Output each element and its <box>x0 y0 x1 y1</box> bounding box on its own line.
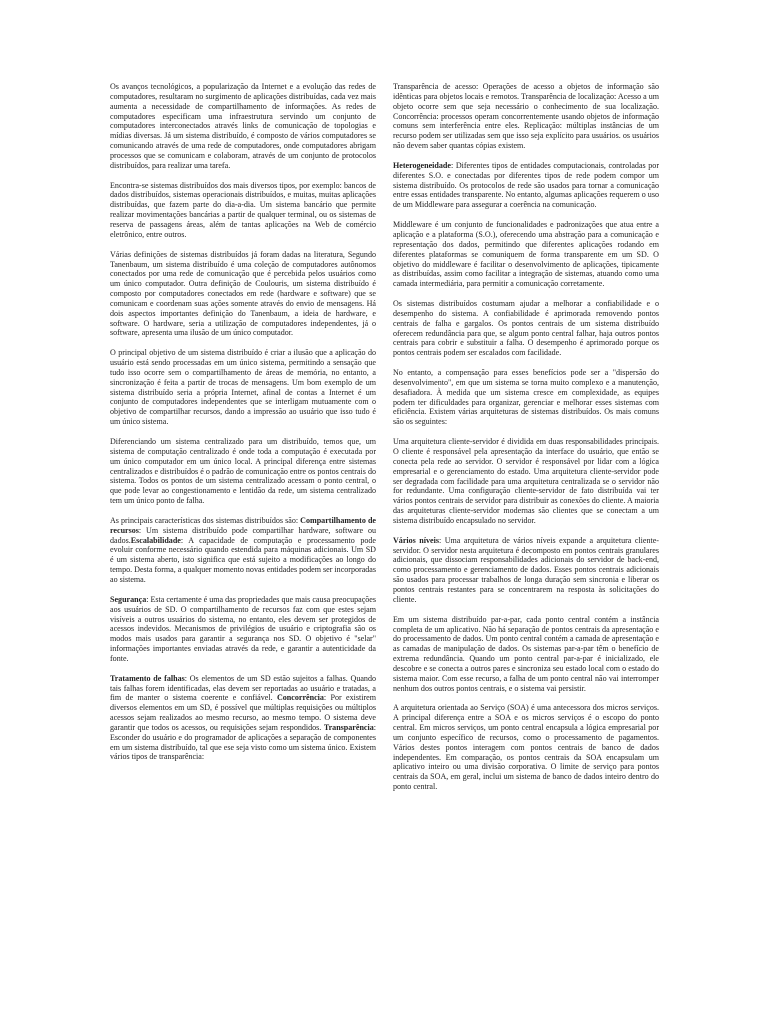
security-text: : Esta certamente é uma das propriedades que mais causa preocupações aos usuários de SD. O compartilhamento de recursos faz com que estes sejam visíveis a outros usuários do sistema, no entanto, eles devem ser protegidos de acessos indevidos. Mecanismos de privilégios de usuário e criptografia são os modos mais usados para garantir a segurança nos SD. O objetivo é "selar" informações importantes enviadas através da rede, e garantir a autenticidade da fonte. <box>110 594 376 663</box>
transparency-text: : Esconder do usuário e do programador de aplicações a separação de componentes em um sistema distribuído, tal que ese seja visto como um sistema único. Existem vários tipos de transparência: <box>110 722 376 762</box>
fault-handling-text: : Os elementos de um SD estão sujeitos a falhas. Quando tais falhas forem identificadas, elas devem ser reportadas ao usuário e tratadas, a fim de manter o sistema coerente e confiável. <box>110 673 376 703</box>
term-concurrency: Concorrência <box>276 693 324 703</box>
paragraph-heterogeneity <box>393 161 659 210</box>
paragraph-intro: Os avanços tecnológicos, a popularização da Internet e a evolução das redes de computadores, resultaram no surgimento de aplicações distribuídas, cada vez mais aumenta a necessidade de compartilhamento de informações. As redes de computadores especificam uma infraestrutura servindo um conjunto de computadores interconectados através links de comunicação de topologias e mídias diversas. Já um sistema distribuído, é composto de vários computadores se comunicando através de uma rede de computadores, onde computadores abrigam processos que se comunicam e colaboram, através de um conjunto de protocolos distribuídos, para realizar uma tarefa. <box>110 82 376 170</box>
paragraph-peer-to-peer: Em um sistema distribuído par-a-par, cada ponto central contém a instância completa de um aplicativo. Não há separação de pontos centrais da apresentação e do processamento de dados. Um ponto central contém a camada de apresentação e as camadas de manipulação de dados. Os sistemas par-a-par têm o benefício de extrema redundância. Quando um ponto central par-a-par é inicializado, ele descobre e se conecta a outros pares e sincroniza seu estado local com o estado do sistema maior. Com esse recurso, a falha de um ponto central não vai interromper nenhum dos outros pontos centrais, e o sistema vai persistir. <box>393 614 659 693</box>
paragraph-definitions: Várias definições de sistemas distribuídos já foram dadas na literatura, Segundo Tanenbaum, um sistema distribuído é uma coleção de computadores autônomos conectados por uma rede de comunicação que é percebida pelos usuários como um único computador. Outra definição de Coulouris, um sistema distribuído é composto por computadores conectados em rede (hardware e software) que se comunicam e coordenam suas ações somente através do envio de mensagens. Há dois aspectos importantes definição do Tanenbaum, a ideia de hardware, e software. O hardware, seria a utilização de computadores independentes, já o software, apresenta uma ilusão de um único computador. <box>110 249 376 338</box>
paragraph-reliability: Os sistemas distribuídos costumam ajudar a melhorar a confiabilidade e o desempenho do sistema. A confiabilidade é aprimorada removendo pontos centrais de falha e gargalos. Os pontos centrais de um sistema distribuído oferecem redundância para que, se algum ponto central falhar, haja outros pontos centrais para cobrir e substituir a falha. O desempenho é aprimorado porque os pontos centrais podem ser escalados com facilidade. <box>393 299 659 358</box>
left-column <box>110 82 376 772</box>
term-scalability: Escalabilidade <box>130 535 181 545</box>
heterogeneity-text: : Diferentes tipos de entidades computacionais, controladas por diferentes S.O. e conectadas por diferentes tipos de rede podem compor um sistema distribuído. Os protocolos de rede são usados para tornar a comunicação entre essas entidades transparente. No entanto, algumas aplicações requerem o uso de um Middleware para assegurar a coerência na comunicação. <box>393 160 659 210</box>
multi-tier-text: : Uma arquitetura de vários níveis expande a arquitetura cliente-servidor. O servidor nesta arquitetura é decomposto em pontos centrais granulares adicionais, que dissociam responsabilidades adicionais do servidor de back-end, como processamento e gerenciamento de dados. Esses pontos centrais adicionais são usados para processar trabalhos de longa duração sem sincronia e liberar os pontos centrais restantes para se concentrarem na resposta às solicitações do cliente. <box>393 535 659 604</box>
term-security: Segurança <box>110 594 147 604</box>
paragraph-security <box>110 595 376 664</box>
paragraph-examples: Encontra-se sistemas distribuídos dos mais diversos tipos, por exemplo: bancos de dados distribuídos, sistemas operacionais distribuídos, e muitas, muitas aplicações distribuídas, que fazem parte do dia-a-dia. Um sistema bancário que permite realizar movimentações bancárias a partir de qualquer terminal, ou os sistemas de reserva de passagens áreas, além de tantas aplicações na Web de comércio eletrônico, entre outros. <box>110 180 376 239</box>
paragraph-objective: O principal objetivo de um sistema distribuído é criar a ilusão que a aplicação do usuário está sendo processadas em um único sistema, permitindo a sensação que tudo isso ocorre sem o compartilhamento de áreas de memória, no entanto, a sincronização é feita a partir de trocas de mensagens. Um bom exemplo de um sistema distribuído seria a própria Internet, afinal de contas a Internet é um conjunto de computadores independentes que se interligam mutuamente com o objetivo de compartilhar recursos, dando a impressão ao usuário que isso tudo é um único sistema. <box>110 348 376 427</box>
paragraph-characteristics <box>110 516 376 585</box>
paragraph-soa: A arquitetura orientada ao Serviço (SOA) é uma antecessora dos micros serviços. A principal diferença entre a SOA e os micros serviços é o escopo do ponto central. Em micros serviços, um ponto central encapsula a lógica empresarial por um conjunto específico de recursos, como o processamento de pagamentos. Vários destes pontos interagem com pontos centrais de banco de dados independentes. Em comparação, os pontos centrais da SOA encapsulam um aplicativo inteiro ou uma divisão corporativa. O limite de serviço para pontos centrais da SOA, em geral, inclui um sistema de banco de dados inteiro dentro do ponto central. <box>393 703 659 792</box>
paragraph-multi-tier <box>393 536 659 605</box>
right-column <box>393 82 659 802</box>
term-heterogeneity: Heterogeneidade <box>393 160 451 170</box>
term-resource-sharing: Compartilhamento de recursos <box>110 515 376 535</box>
scalability-text: : A capacidade de computação e processamento pode evoluir conforme necessário quando estendida para máquinas adicionais. Um SD é um sistema aberto, isto significa que está sujeito a modificações ao longo do tempo. Desta forma, a qualquer momento novas entidades podem ser incorporadas ao sistema. <box>110 535 376 584</box>
paragraph-client-server: Uma arquitetura cliente-servidor é dividida em duas responsabilidades principais. O cliente é responsável pela apresentação da interface do usuário, que então se conecta pela rede ao servidor. O servidor é responsável por lidar com a lógica empresarial e o gerenciamento do estado. Uma arquitetura cliente-servidor pode ser degradada com facilidade para uma arquitetura centralizada se o servidor não for redundante. Uma configuração cliente-servidor de fato distribuída vai ter vários pontos centrais de servidor para distribuir as conexões do cliente. A maioria das arquiteturas cliente-servidor modernas são clientes que se conectam a um sistema distribuído encapsulado no servidor. <box>393 437 659 525</box>
characteristics-intro: As principais características dos sistemas distribuídos são: <box>110 515 301 525</box>
paragraph-middleware: Middleware é um conjunto de funcionalidades e padronizações que atua entre a aplicação e a plataforma (S.O.), oferecendo uma abstração para a comunicação e representação dos dados, permitindo que diferentes aplicações rodando em diferentes plataformas se comuniquem de forma transparente em um SD. O objetivo do middleware é facilitar o desenvolvimento de aplicações, tipicamente as distribuídas, assim como facilitar a integração de sistemas, atuando como uma camada intermediária, para permitir a comunicação corretamente. <box>393 220 659 289</box>
term-fault-handling: Tratamento de falhas <box>110 673 185 683</box>
paragraph-tradeoffs: No entanto, a compensação para esses benefícios pode ser a "dispersão do desenvolvimento", em que um sistema se torna muito complexo e a manutenção, desafiadora. À medida que um sistema cresce em complexidade, as equipes podem ter dificuldades para organizar, gerenciar e melhorar esses sistemas com eficiência. Existem várias arquiteturas de sistemas distribuídos. Os mais comuns são os seguintes: <box>393 368 659 427</box>
term-transparency: Transparência <box>323 722 374 732</box>
resource-sharing-text: : Um sistema distribuído pode compartilhar hardware, software ou dados. <box>110 525 376 545</box>
paragraph-centralized-vs-distributed: Diferenciando um sistema centralizado para um distribuído, temos que, um sistema de computação centralizado é onde toda a computação é executada por um único computador em um único local. A principal diferença entre sistemas centralizados e distribuídos é o padrão de comunicação entre os pontos centrais do sistema. Todos os pontos de um sistema centralizado acessam o ponto central, o que pode levar ao congestionamento e lentidão da rede, um sistema centralizado tem um único ponto de falha. <box>110 437 376 506</box>
term-multi-tier: Vários níveis <box>393 535 439 545</box>
concurrency-text: : Por existirem diversos elementos em um SD, é possível que múltiplas requisições ou múltiplos acessos sejam realizados ao mesmo recurso, ao mesmo tempo. O sistema deve garantir que todos os acessos, ou requisições sejam respondidos. <box>110 693 376 732</box>
paragraph-transparency-types: Transparência de acesso: Operações de acesso a objetos de informação são idênticas para objetos locais e remotos. Transparência de localização: Acesso a um objeto ocorre sem que seja necessário o conhecimento de sua localização. Concorrência: processos operam concorrentemente usando objetos de informação comuns sem interferência entre eles. Replicação: múltiplas instâncias de um recurso podem ser utilizadas sem que isso seja explícito para usuários. os usuários não devem saber quantas cópias existem. <box>393 82 659 151</box>
paragraph-fault-handling <box>110 674 376 763</box>
